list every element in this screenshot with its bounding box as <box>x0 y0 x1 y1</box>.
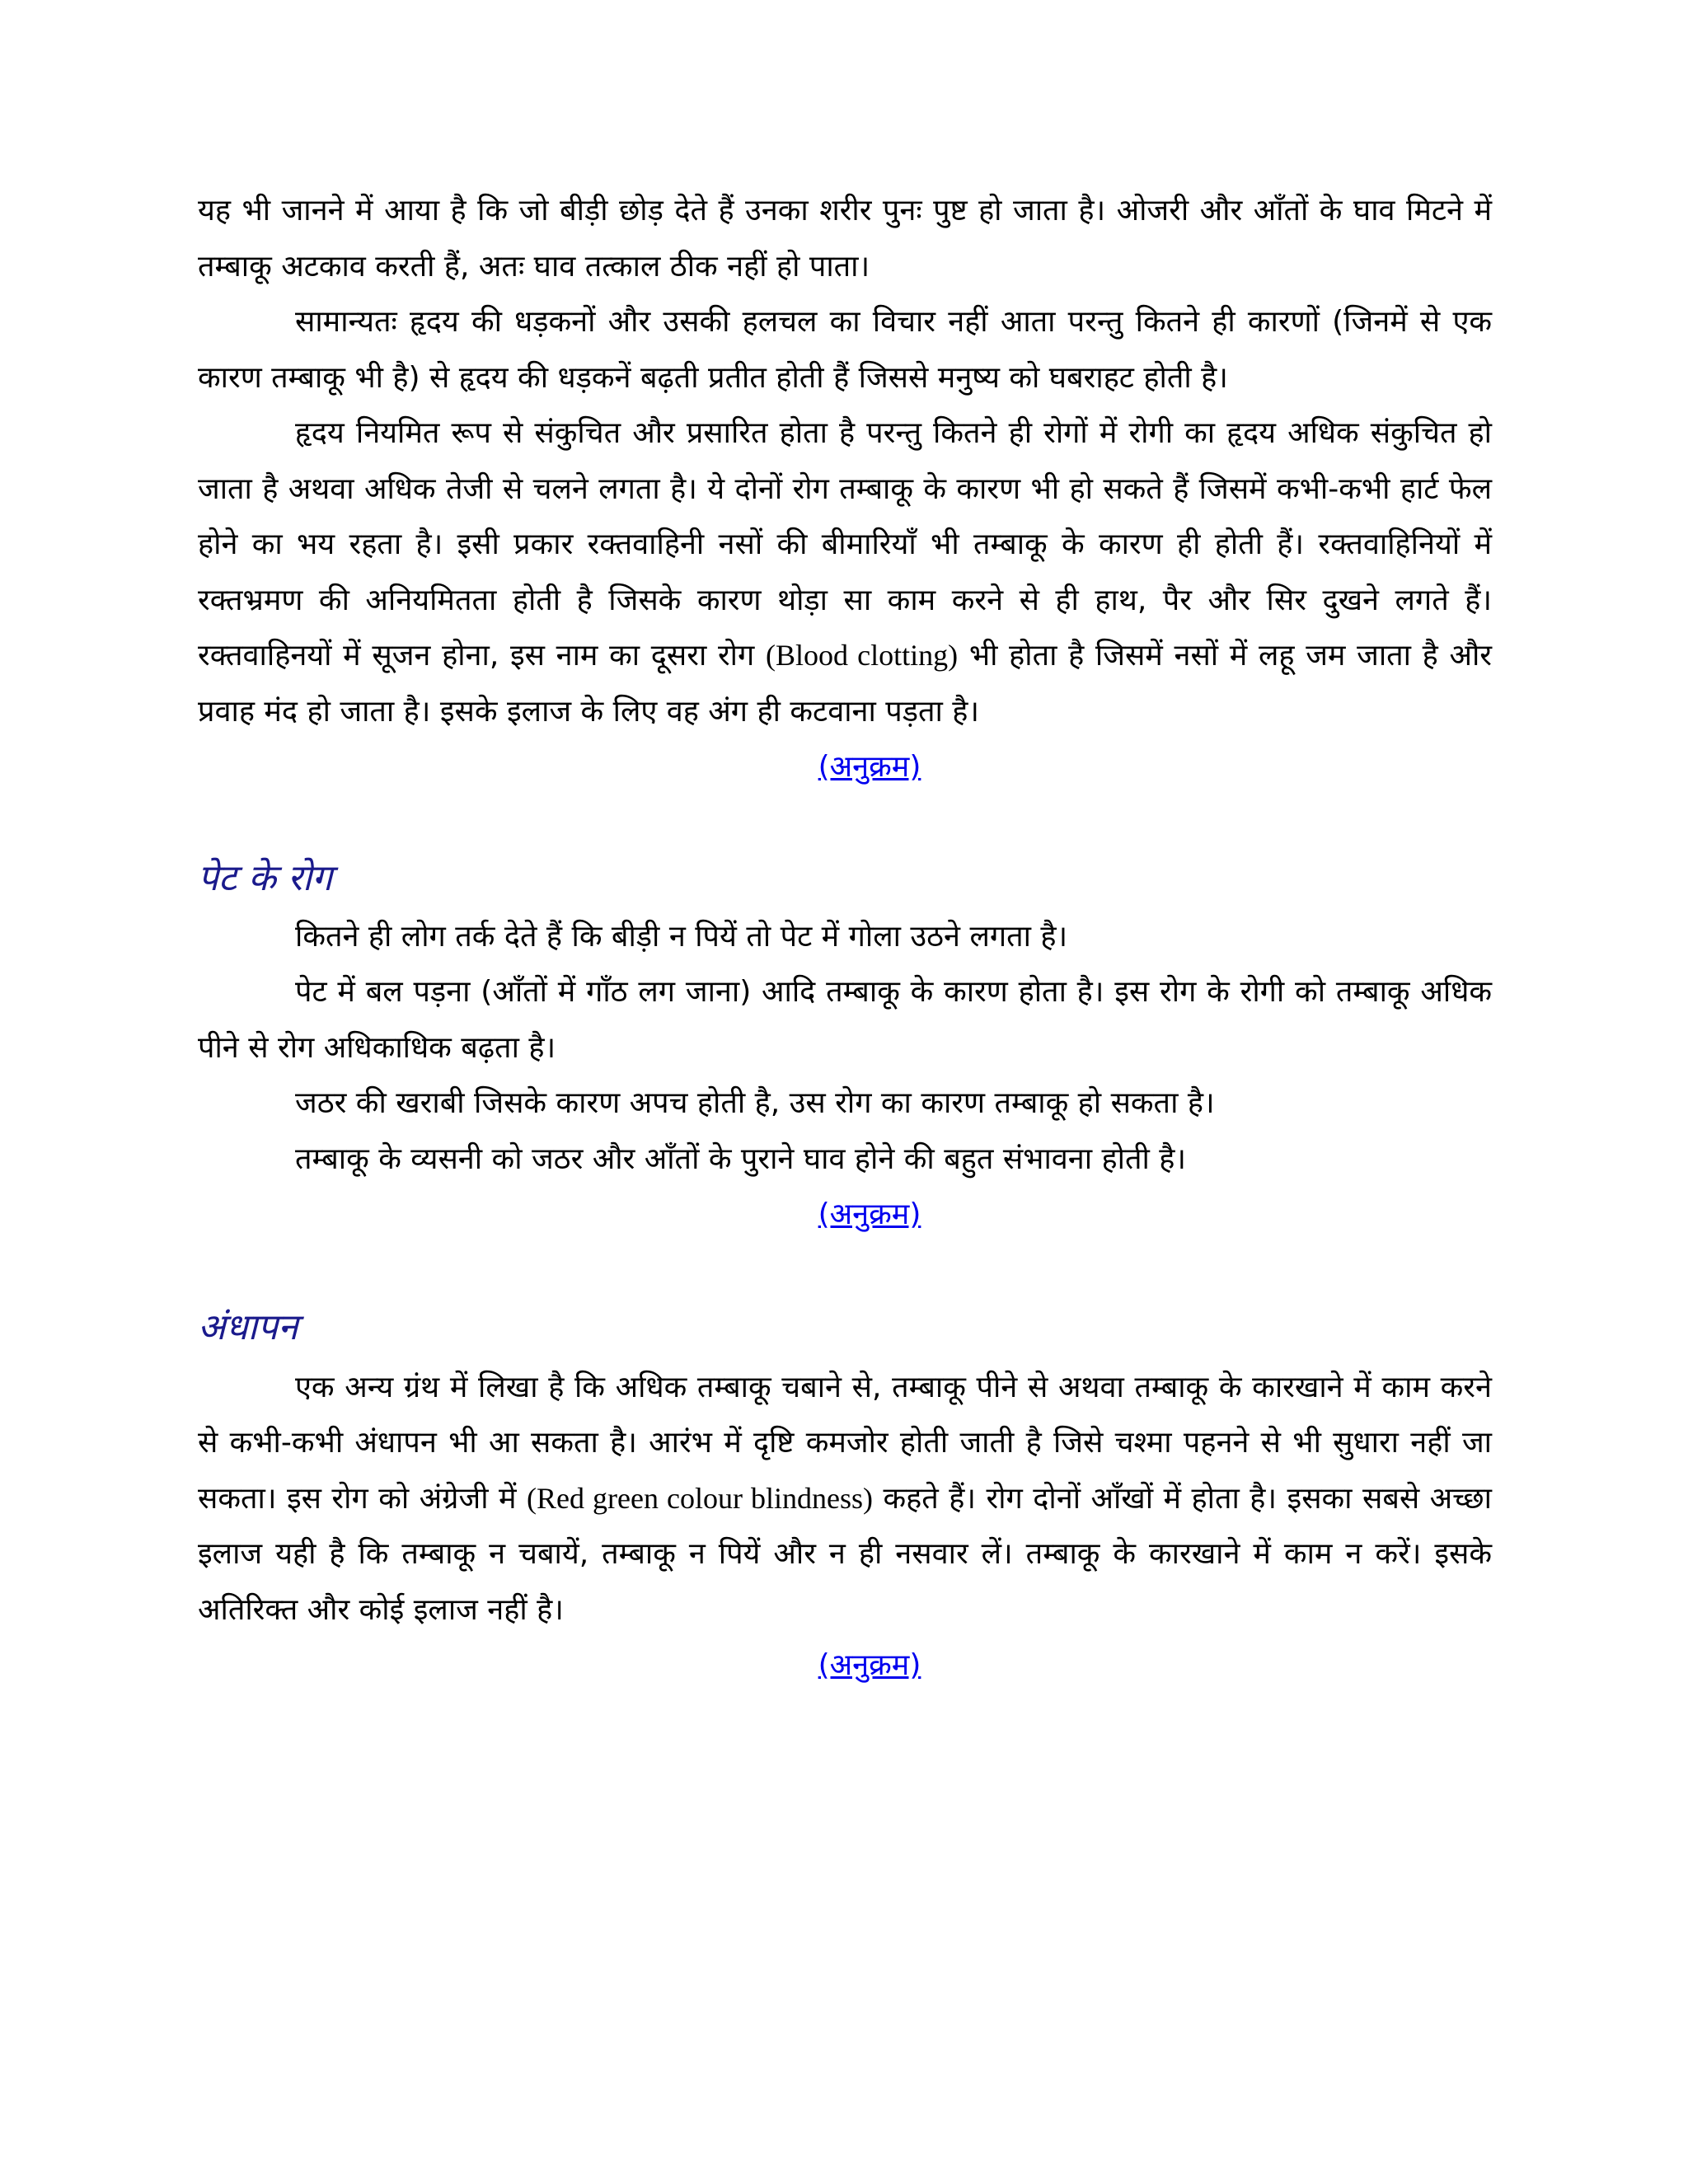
toc-link[interactable]: (अनुक्रम) <box>818 1648 921 1682</box>
paragraph-text: एक अन्य ग्रंथ में लिखा है कि अधिक तम्बाकू चबाने से, तम्बाकू पीने से अथवा तम्बाकू के कारखाने में काम करने से कभी-कभी अंधापन भी आ सकता है। आरंभ में दृष्टि कमजोर होती जाती है जिसे चश्मा पहनने से भी सुधारा नहीं जा सकता। इस रोग को अंग्रेजी में <box>198 1370 1492 1516</box>
section-body-stomach <box>198 909 1492 1243</box>
toc-link[interactable]: (अनुक्रम) <box>818 750 921 784</box>
document-page <box>198 183 1492 1694</box>
english-term: (Blood clotting) <box>765 639 959 672</box>
toc-link[interactable]: (अनुक्रम) <box>818 1197 921 1231</box>
paragraph-bidi-quit: यह भी जानने में आया है कि जो बीड़ी छोड़ देते हैं उनका शरीर पुनः पुष्ट हो जाता है। ओजरी और आँतों के घाव मिटने में तम्बाकू अटकाव करती हैं, अतः घाव तत्काल ठीक नहीं हो पाता। <box>198 194 1492 284</box>
section-heading-stomach: पेट के रोग <box>198 856 333 899</box>
paragraph-text: भी होता है जिसमें नसों में लहू जम जाता है और प्रवाह मंद हो जाता है। इसके इलाज के लिए वह अंग ही कटवाना पड़ता है। <box>198 639 1492 729</box>
english-term: (Red green colour blindness) <box>527 1481 873 1515</box>
paragraph-text: कहते हैं। रोग दोनों आँखों में होता है। इसका सबसे अच्छा इलाज यही है कि तम्बाकू न चबायें, तम्बाकू न पियें और न ही नसवार लें। तम्बाकू के कारखाने में काम न करें। इसके अतिरिक्त और कोई इलाज नहीं है। <box>198 1481 1492 1627</box>
paragraph-stomach-1: कितने ही लोग तर्क देते हैं कि बीड़ी न पियें तो पेट में गोला उठने लगता है। <box>295 919 1068 954</box>
paragraph-stomach-2: पेट में बल पड़ना (आँतों में गाँठ लग जाना) आदि तम्बाकू के कारण होता है। इस रोग के रोगी को तम्बाकू अधिक पीने से रोग अधिकाधिक बढ़ता है। <box>198 975 1492 1065</box>
paragraph-stomach-4: तम्बाकू के व्यसनी को जठर और आँतों के पुराने घाव होने की बहुत संभावना होती है। <box>295 1141 1187 1176</box>
toc-link-row <box>198 739 1492 795</box>
paragraph-stomach-3: जठर की खराबी जिसके कारण अपच होती है, उस रोग का कारण तम्बाकू हो सकता है। <box>295 1086 1215 1120</box>
section-body-blindness <box>198 1360 1492 1694</box>
toc-link-row <box>198 1638 1492 1694</box>
toc-link-row <box>198 1187 1492 1243</box>
paragraph-heartbeat: सामान्यतः हृदय की धड़कनों और उसकी हलचल का विचार नहीं आता परन्तु कितने ही कारणों (जिनमें से एक कारण तम्बाकू भी है) से हृदय की धड़कनें बढ़ती प्रतीत होती हैं जिससे मनुष्य को घबराहट होती है। <box>198 305 1492 395</box>
paragraph-blindness <box>198 1360 1492 1638</box>
section-heading-blindness: अंधापन <box>198 1305 298 1348</box>
paragraph-text: हृदय नियमित रूप से संकुचित और प्रसारित होता है परन्तु कितने ही रोगों में रोगी का हृदय अधिक संकुचित हो जाता है अथवा अधिक तेजी से चलने लगता है। ये दोनों रोग तम्बाकू के कारण भी हो सकते हैं जिसमें कभी-कभी हार्ट फेल होने का भय रहता है। इसी प्रकार रक्तवाहिनी नसों की बीमारियाँ भी तम्बाकू के कारण ही होती हैं। रक्तवाहिनियों में रक्तभ्रमण की अनियमितता होती है जिसके कारण थोड़ा सा काम करने से ही हाथ, पैर और सिर दुखने लगते हैं। रक्तवाहिनयों में सूजन होना, इस नाम का दूसरा रोग <box>198 416 1492 673</box>
paragraph-heart-disease <box>198 405 1492 739</box>
